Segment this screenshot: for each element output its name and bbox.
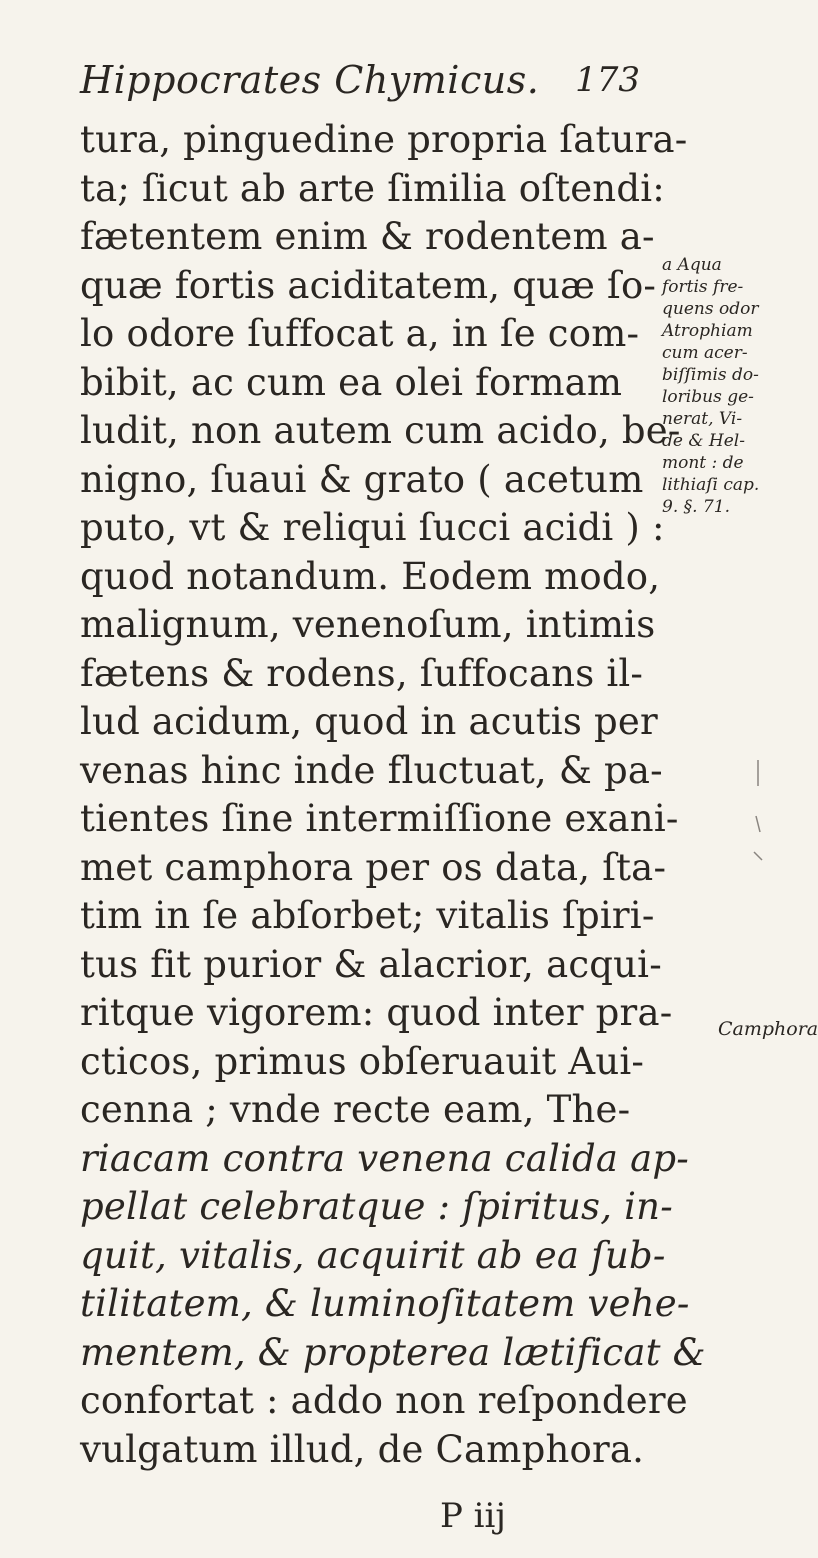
page-number: 173 bbox=[575, 60, 640, 100]
ink-speck-mark bbox=[746, 756, 770, 876]
text-line: quod notandum. Eodem modo, bbox=[80, 554, 661, 598]
text-line: cenna ; vnde recte eam, The- bbox=[80, 1088, 631, 1131]
marginal-note-camphora bbox=[718, 1018, 818, 1040]
text-line: ta; ſicut ab arte ſimilia oſtendi: bbox=[80, 166, 665, 210]
margin-line: nerat, Vi- bbox=[662, 409, 743, 429]
marginal-note-aqua-fortis bbox=[662, 254, 759, 518]
text-line: tura, pinguedine propria ſatura- bbox=[80, 118, 688, 161]
text-line: quæ fortis aciditatem, quæ ſo- bbox=[80, 263, 657, 307]
text-line: met camphora per os data, ſta- bbox=[80, 845, 667, 889]
text-line: nigno, ſuaui & grato ( acetum bbox=[80, 457, 644, 501]
text-line: tim in ſe abſorbet; vitalis ſpiri- bbox=[80, 894, 655, 937]
margin-line: de & Hel- bbox=[662, 431, 745, 451]
text-line: malignum, venenoſum, intimis bbox=[80, 603, 656, 646]
text-line: bibit, ac cum ea olei formam bbox=[80, 360, 623, 404]
margin-line: Atrophiam bbox=[662, 321, 753, 341]
margin-line: biſſimis do- bbox=[662, 365, 759, 385]
margin-line: fortis fre- bbox=[662, 277, 744, 297]
text-line: tus fit purior & alacrior, acqui- bbox=[80, 942, 662, 986]
running-head bbox=[80, 58, 640, 108]
text-line: vulgatum illud, de Camphora. bbox=[80, 1427, 645, 1471]
text-line-italic: mentem, & propterea lætificat & bbox=[80, 1330, 706, 1374]
margin-line: loribus ge- bbox=[662, 387, 754, 407]
text-line: ritque vigorem: quod inter pra- bbox=[80, 991, 673, 1034]
text-line: tientes ſine intermiſſione exani- bbox=[80, 797, 679, 840]
margin-line: Camphora bbox=[718, 1018, 818, 1040]
running-title: Hippocrates Chymicus. bbox=[80, 58, 540, 102]
text-line: puto, vt & reliqui ſucci acidi ) : bbox=[80, 506, 665, 549]
text-line: fætens & rodens, ſuffocans il- bbox=[80, 651, 644, 695]
text-line: ludit, non autem cum acido, be- bbox=[80, 409, 681, 452]
text-line: lo odore ſuffocat a, in ſe com- bbox=[80, 312, 640, 355]
text-line: venas hinc inde fluctuat, & pa- bbox=[80, 748, 663, 792]
margin-line: lithiaſi cap. bbox=[662, 475, 760, 495]
text-line-italic: riacam contra venena calida ap- bbox=[80, 1136, 689, 1180]
margin-line: quens odor bbox=[662, 299, 759, 319]
text-line-italic: tilitatem, & luminoſitatem vehe- bbox=[80, 1282, 690, 1325]
text-line: cticos, primus obſeruauit Aui- bbox=[80, 1039, 645, 1083]
margin-line: cum acer- bbox=[662, 343, 748, 363]
text-line: fætentem enim & rodentem a- bbox=[80, 215, 655, 258]
text-line: confortat : addo non reſpondere bbox=[80, 1379, 688, 1422]
text-line: lud acidum, quod in acutis per bbox=[80, 700, 658, 743]
margin-line: mont : de bbox=[662, 453, 744, 473]
text-line-italic: quit, vitalis, acquirit ab ea ſub- bbox=[80, 1233, 666, 1277]
text-line-italic: pellat celebratque : ſpiritus, in- bbox=[80, 1185, 673, 1228]
margin-line: a Aqua bbox=[662, 255, 722, 275]
signature-mark: P iij bbox=[440, 1496, 506, 1536]
margin-line: 9. §. 71. bbox=[662, 497, 730, 517]
